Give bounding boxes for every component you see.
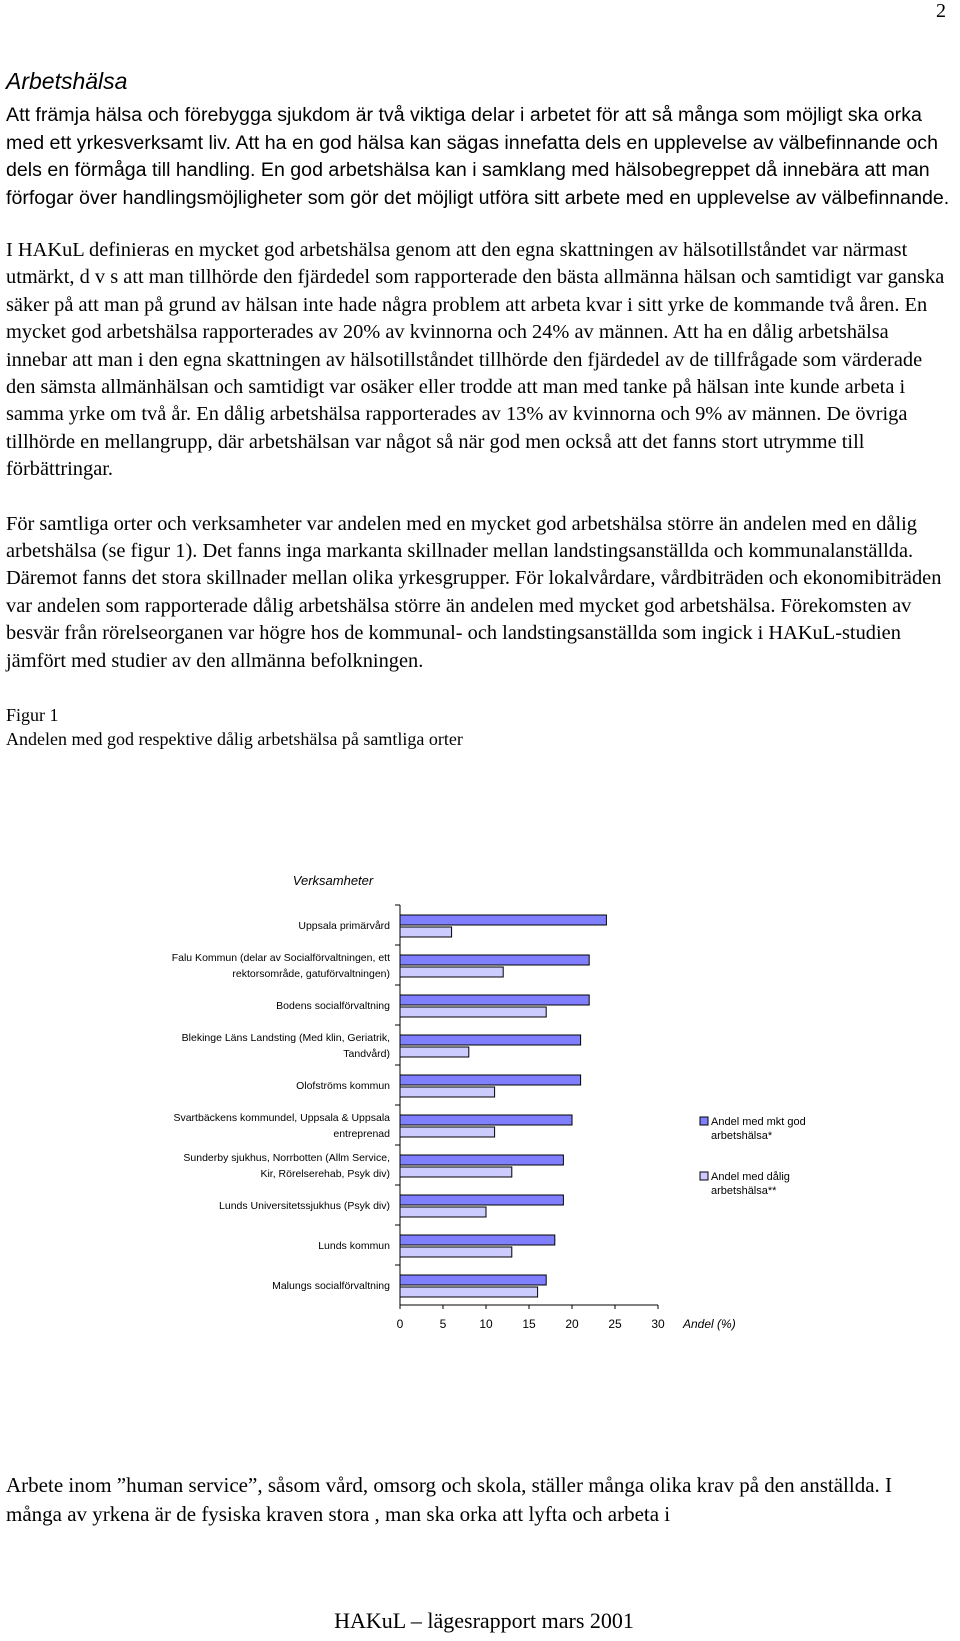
page-number: 2	[936, 0, 946, 22]
bar-poor-health	[400, 1007, 546, 1017]
legend-label: Andel med dålig	[711, 1171, 790, 1183]
section-heading: Arbetshälsa	[6, 68, 128, 94]
category-label: rektorsområde, gatuförvaltningen)	[232, 968, 390, 980]
legend-swatch	[700, 1117, 708, 1125]
bar-poor-health	[400, 1207, 486, 1217]
bar-good-health	[400, 1155, 563, 1165]
category-label: Svartbäckens kommundel, Uppsala & Uppsala	[173, 1112, 390, 1124]
legend-swatch	[700, 1172, 708, 1180]
bar-poor-health	[400, 1127, 495, 1137]
bar-chart	[0, 873, 960, 1390]
legend-label: Andel med mkt god	[711, 1116, 806, 1128]
x-tick-label: 30	[651, 1317, 665, 1331]
legend-label: arbetshälsa**	[711, 1185, 777, 1197]
x-tick-label: 5	[439, 1317, 447, 1331]
bar-good-health	[400, 1195, 563, 1205]
bar-poor-health	[400, 1167, 512, 1177]
bar-good-health	[400, 1075, 581, 1085]
bar-good-health	[400, 955, 589, 965]
category-label: Lunds kommun	[318, 1240, 390, 1252]
category-label: Blekinge Läns Landsting (Med klin, Geriatrik,	[181, 1032, 390, 1044]
category-label: Lunds Universitetssjukhus (Psyk div)	[219, 1200, 390, 1212]
bar-good-health	[400, 1115, 572, 1125]
category-label: Olofströms kommun	[296, 1080, 390, 1092]
main-content	[6, 66, 952, 751]
bar-poor-health	[400, 1247, 512, 1257]
bar-poor-health	[400, 1087, 495, 1097]
category-label: Malungs socialförvaltning	[272, 1280, 390, 1292]
bar-poor-health	[400, 1287, 538, 1297]
category-label: Uppsala primärvård	[298, 920, 390, 932]
bar-poor-health	[400, 927, 452, 937]
intro-paragraph: Att främja hälsa och förebygga sjukdom är två viktiga delar i arbetet för att så många som möjligt ska orka med ett yrkesverksamt liv. Att ha en god hälsa kan sägas innefatta dels en upplevelse av välbefinnande och dels en förmåga till handling. En god arbetshälsa kan i samklang med hälsobegreppet då innebära att man förfogar över handlingsmöjligheter som gör det möjligt utföra sitt arbete med en upplevelse av välbefinnande.	[6, 104, 950, 209]
bar-good-health	[400, 1275, 546, 1285]
bottom-text	[6, 1471, 952, 1529]
bar-good-health	[400, 995, 589, 1005]
chart-title: Verksamheter	[292, 873, 374, 888]
x-tick-label: 20	[565, 1317, 579, 1331]
category-label: Kir, Rörelserehab, Psyk div)	[260, 1168, 390, 1180]
figure-1-chart	[0, 873, 960, 1390]
figure-caption	[6, 703, 952, 751]
legend-label: arbetshälsa*	[711, 1130, 773, 1142]
category-label: entreprenad	[333, 1128, 390, 1140]
figure-title: Andelen med god respektive dålig arbetshälsa på samtliga orter	[6, 729, 463, 750]
bar-poor-health	[400, 967, 503, 977]
figure-label: Figur 1	[6, 705, 59, 726]
x-tick-label: 10	[479, 1317, 493, 1331]
x-tick-label: 15	[522, 1317, 536, 1331]
bar-good-health	[400, 915, 606, 925]
x-tick-label: 0	[396, 1317, 404, 1331]
category-label: Sunderby sjukhus, Norrbotten (Allm Service,	[183, 1152, 390, 1164]
x-tick-label: 25	[608, 1317, 622, 1331]
x-axis-label: Andel (%)	[683, 1317, 736, 1331]
bar-good-health	[400, 1235, 555, 1245]
category-label: Tandvård)	[343, 1048, 390, 1060]
page-footer: HAKuL – lägesrapport mars 2001	[334, 1608, 634, 1633]
human-service-paragraph: Arbete inom ”human service”, såsom vård, omsorg och skola, ställer många olika krav på den anställda. I många av yrkena är de fysiska kraven stora , man ska orka att lyfta och arbeta i	[6, 1473, 893, 1526]
bar-poor-health	[400, 1047, 469, 1057]
bar-good-health	[400, 1035, 581, 1045]
category-label: Bodens socialförvaltning	[276, 1000, 390, 1012]
comparison-paragraph: För samtliga orter och verksamheter var andelen med en mycket god arbetshälsa större än andelen med en dålig arbetshälsa (se figur 1). Det fanns inga markanta skillnader mellan landstingsanställda och kommunalanställda. Däremot fanns det stora skillnader mellan olika yrkesgrupper. För lokalvårdare, vårdbiträden och ekonomibiträden var andelen som rapporterade dålig arbetshälsa större än andelen med mycket god arbetshälsa. Förekomsten av besvär från rörelseorganen var högre hos de kommunal- och landstingsanställda som ingick i HAKuL-studien jämfört med studier av den allmänna befolkningen.	[6, 512, 942, 672]
definition-paragraph: I HAKuL definieras en mycket god arbetshälsa genom att den egna skattningen av hälsotillståndet var närmast utmärkt, d v s att man tillhörde den fjärdedel som rapporterade den bästa allmänna hälsan och samtidigt var ganska säker på att man på grund av hälsan inte hade några problem att arbeta kvar i sitt yrke de kommande två åren. En mycket god arbetshälsa rapporterades av 20% av kvinnorna och 24% av männen. Att ha en dålig arbetshälsa innebar att man i den egna skattningen av hälsotillståndet tillhörde den fjärdedel av de tillfrågade som värderade den sämsta allmänhälsan och samtidigt var osäker eller trodde att man med tanke på hälsan inte kunde arbeta i samma yrke om två år. En dålig arbetshälsa rapporterades av 13% av kvinnorna och 9% av männen. De övriga tillhörde en mellangrupp, där arbetshälsan var något så när god men också att det fanns stort utrymme till förbättringar.	[6, 239, 945, 481]
category-label: Falu Kommun (delar av Socialförvaltningen, ett	[171, 952, 390, 964]
